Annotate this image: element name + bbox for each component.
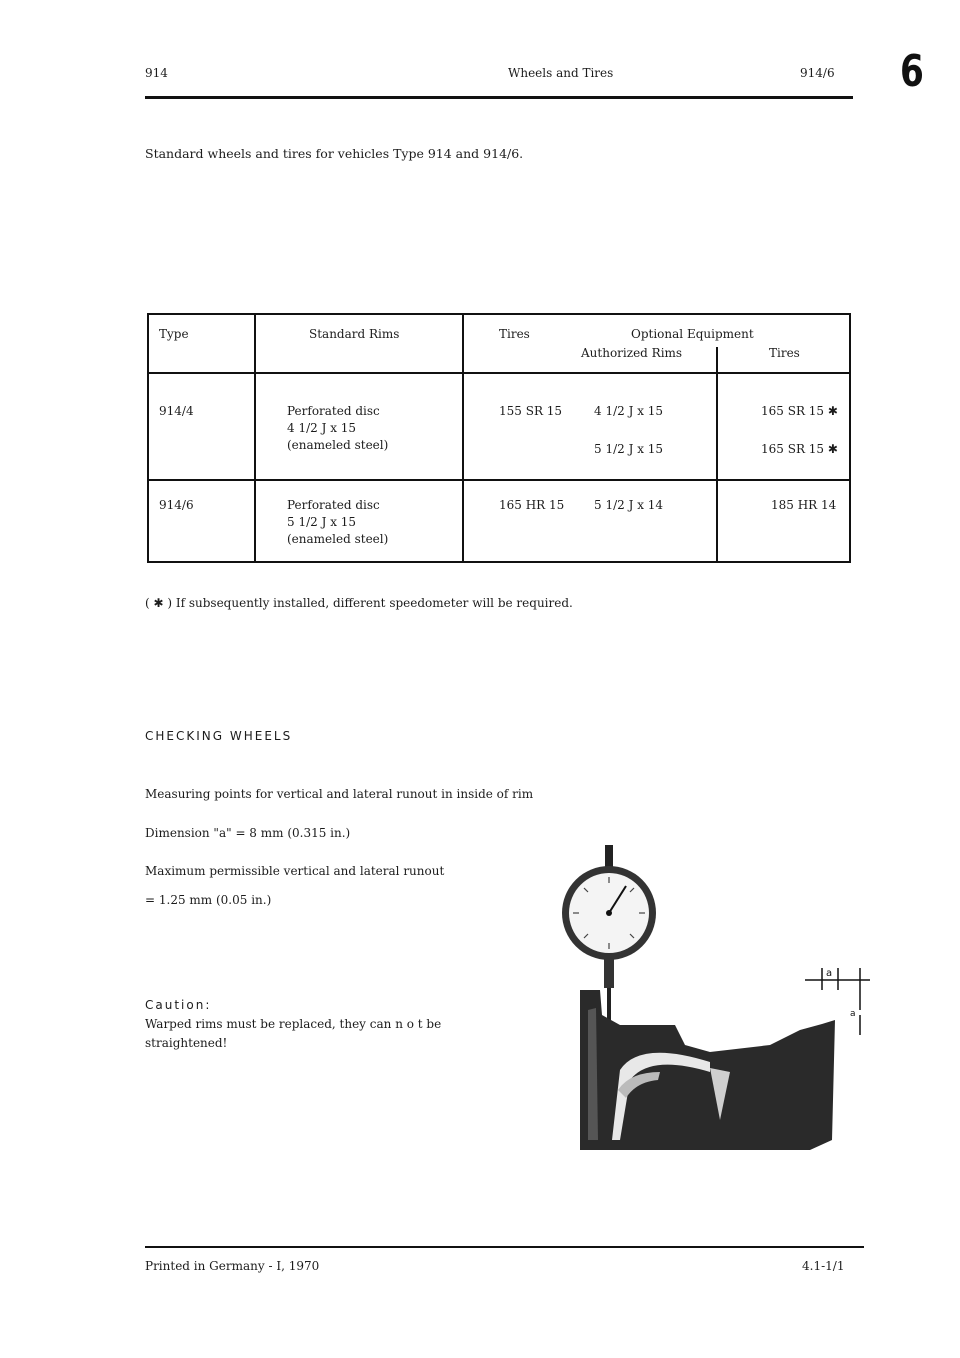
table-row-type: 914/4 bbox=[159, 404, 194, 418]
gauge-needle-hub bbox=[606, 910, 612, 916]
col-header-standard-rims: Standard Rims bbox=[309, 327, 400, 341]
section-number: 6 bbox=[900, 46, 924, 97]
table-row-tires: 165 HR 15 bbox=[499, 498, 565, 512]
col-header-tires: Tires bbox=[499, 327, 530, 341]
gauge-spindle bbox=[604, 958, 614, 988]
section-heading: CHECKING WHEELS bbox=[145, 729, 293, 743]
gauge-top-stem bbox=[605, 845, 613, 867]
table-row-rim-line: 4 1/2 J x 15 bbox=[287, 421, 357, 435]
footer-printed: Printed in Germany - I, 1970 bbox=[145, 1259, 320, 1273]
dimension-text: Dimension "a" = 8 mm (0.315 in.) bbox=[145, 826, 351, 840]
table-row-authorized-rim: 5 1/2 J x 15 bbox=[594, 442, 664, 456]
intro-text: Standard wheels and tires for vehicles Type 914 and 914/6. bbox=[145, 146, 524, 161]
caution-label: Caution: bbox=[145, 998, 212, 1012]
table-hline bbox=[149, 372, 849, 374]
dimension-label-a: a bbox=[826, 968, 833, 979]
col-header-authorized-rims: Authorized Rims bbox=[581, 346, 683, 360]
footer-rule bbox=[145, 1246, 864, 1248]
dial-gauge-rim-illustration bbox=[560, 840, 880, 1160]
table-row-tires: 155 SR 15 bbox=[499, 404, 563, 418]
max-runout-text: Maximum permissible vertical and lateral runout bbox=[145, 864, 445, 878]
table-row-rim-line: 5 1/2 J x 15 bbox=[287, 515, 357, 529]
table-row-rim-line: (enameled steel) bbox=[287, 532, 389, 546]
table-vline bbox=[254, 315, 256, 561]
table-row-rim-line: (enameled steel) bbox=[287, 438, 389, 452]
col-header-type: Type bbox=[159, 327, 189, 341]
table-row-authorized-rim: 4 1/2 J x 15 bbox=[594, 404, 664, 418]
header-model-right: 914/6 bbox=[800, 66, 835, 80]
table-row-optional-tire: 165 SR 15 ✱ bbox=[761, 442, 838, 456]
wheels-tires-table bbox=[147, 313, 851, 563]
caution-text-line1: Warped rims must be replaced, they can n o t be bbox=[145, 1017, 442, 1031]
table-row-rim-line: Perforated disc bbox=[287, 498, 380, 512]
table-hline bbox=[149, 479, 849, 481]
table-row-optional-tire: 185 HR 14 bbox=[771, 498, 837, 512]
table-row-optional-tire: 165 SR 15 ✱ bbox=[761, 404, 838, 418]
footer-page-ref: 4.1-1/1 bbox=[802, 1259, 845, 1273]
header-model-left: 914 bbox=[145, 66, 168, 80]
header-rule bbox=[145, 96, 853, 99]
col-header-optional-tires: Tires bbox=[769, 346, 800, 360]
footnote: ( ✱ ) If subsequently installed, different speedometer will be required. bbox=[145, 596, 573, 610]
table-row-authorized-rim: 5 1/2 J x 14 bbox=[594, 498, 664, 512]
table-vline bbox=[462, 315, 464, 561]
table-vline bbox=[716, 347, 718, 561]
caution-text-line2: straightened! bbox=[145, 1036, 228, 1050]
header-title: Wheels and Tires bbox=[508, 66, 614, 80]
gauge-probe bbox=[607, 988, 611, 1020]
table-row-rim-line: Perforated disc bbox=[287, 404, 380, 418]
measuring-points-text: Measuring points for vertical and lateral runout in inside of rim bbox=[145, 787, 534, 801]
table-row-type: 914/6 bbox=[159, 498, 194, 512]
col-header-optional-equipment: Optional Equipment bbox=[631, 327, 754, 341]
dimension-label-a-vertical: a bbox=[850, 1009, 856, 1019]
max-runout-value: = 1.25 mm (0.05 in.) bbox=[145, 893, 272, 907]
